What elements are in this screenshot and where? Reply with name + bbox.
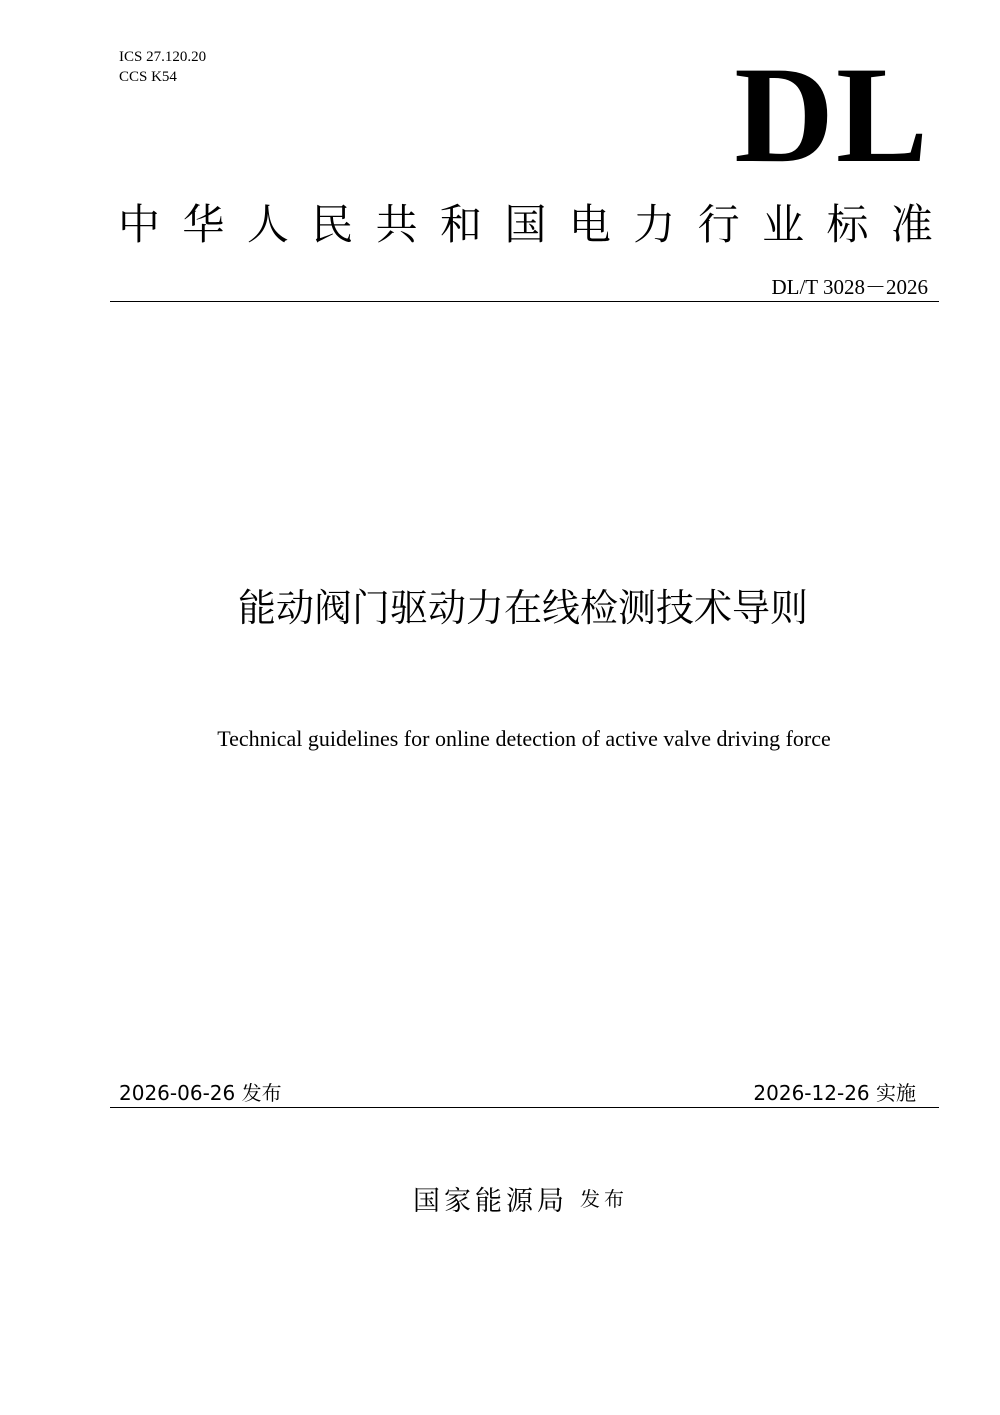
org-title-char: 力 <box>633 200 676 249</box>
org-title-char: 人 <box>246 200 289 249</box>
ccs-code: CCS K54 <box>119 69 177 85</box>
document-title-chinese: 能动阀门驱动力在线检测技术导则 <box>237 586 808 630</box>
ics-code: ICS 27.120.20 <box>119 49 207 65</box>
classification-codes <box>119 47 206 87</box>
org-title-char: 电 <box>568 200 611 249</box>
org-title-char: 共 <box>375 200 418 249</box>
org-title-char: 和 <box>440 200 483 249</box>
implementation-date: 2026-12-26 实施 <box>753 1081 916 1105</box>
org-title-char: 行 <box>697 200 740 249</box>
standard-number: DL/T 3028－2026 <box>771 275 928 299</box>
org-title-char: 准 <box>890 200 933 249</box>
org-title-char: 标 <box>826 200 869 249</box>
org-title-char: 国 <box>504 200 547 249</box>
issuer <box>413 1182 628 1222</box>
document-title-english: Technical guidelines for online detection of active valve driving force <box>217 726 831 751</box>
top-divider <box>110 301 939 302</box>
org-title <box>118 195 933 255</box>
org-title-char: 华 <box>182 200 225 249</box>
dl-logo: DL <box>734 38 930 191</box>
issue-date: 2026-06-26 发布 <box>119 1081 282 1105</box>
issuer-verb: 发布 <box>580 1187 628 1211</box>
bottom-divider <box>110 1107 939 1108</box>
org-title-char: 中 <box>118 200 161 249</box>
issuer-name: 国家能源局 <box>413 1186 568 1217</box>
org-title-char: 民 <box>311 200 354 249</box>
org-title-char: 业 <box>762 200 805 249</box>
